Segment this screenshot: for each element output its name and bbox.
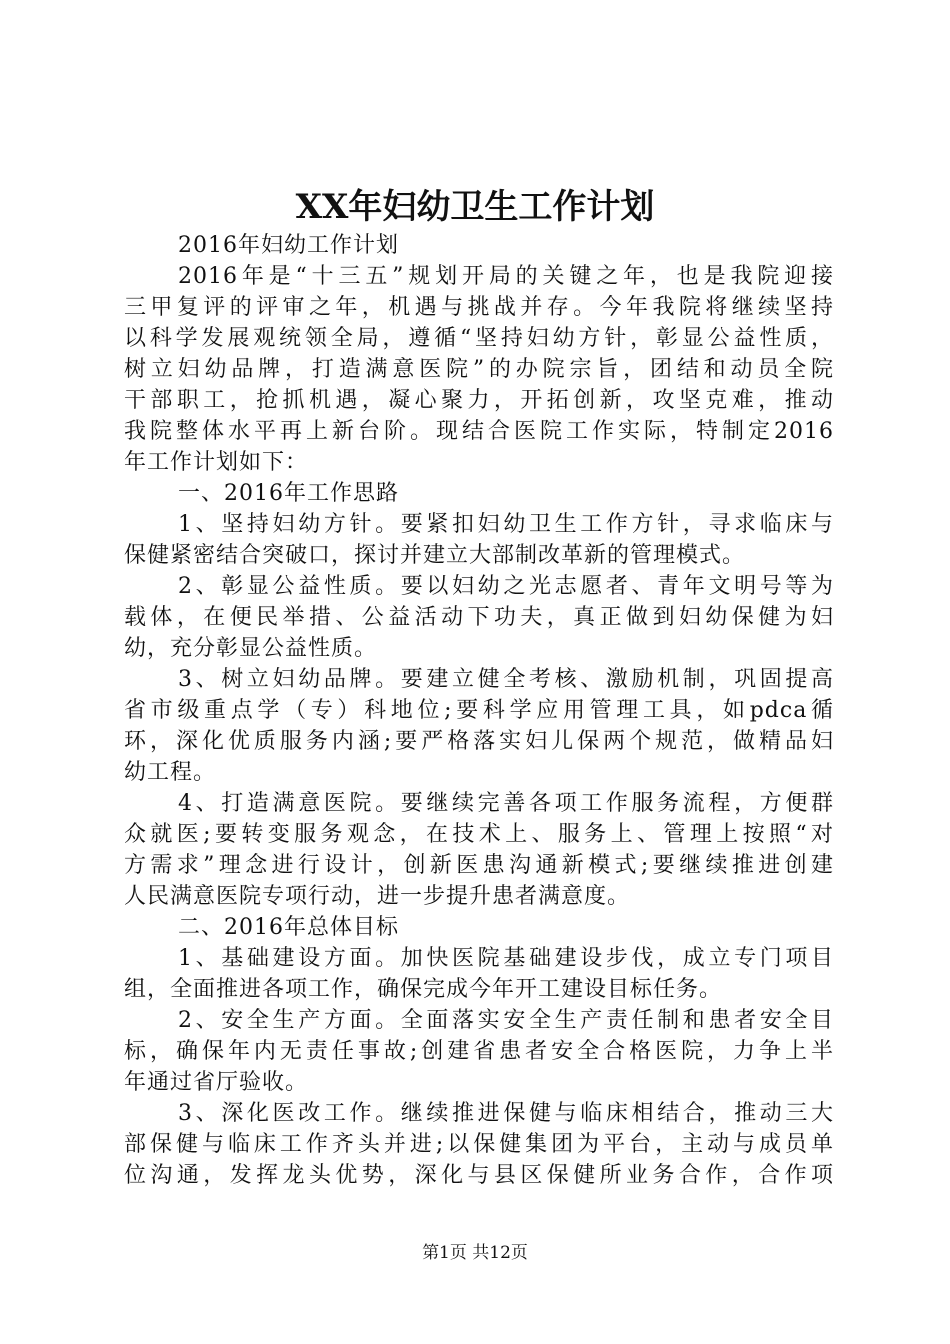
body-line: 部保健与临床工作齐头并进;以保健集团为平台，主动与成员单 xyxy=(124,1132,834,1157)
body-line: 4、打造满意医院。要继续完善各项工作服务流程，方便群 xyxy=(178,791,834,816)
body-line: 人民满意医院专项行动，进一步提升患者满意度。 xyxy=(124,884,631,909)
body-line: 省市级重点学（专）科地位;要科学应用管理工具，如pdca循 xyxy=(124,698,834,723)
body-line: 一、2016年工作思路 xyxy=(178,481,399,506)
page-footer: 第1页 共12页 xyxy=(422,1243,528,1263)
body-line: 众就医;要转变服务观念，在技术上、服务上、管理上按照“对 xyxy=(124,822,834,847)
body-line: 年通过省厅验收。 xyxy=(124,1070,309,1095)
body-line: 3、树立妇幼品牌。要建立健全考核、激励机制，巩固提高 xyxy=(178,667,834,692)
body-line: 幼，充分彰显公益性质。 xyxy=(124,636,378,661)
body-line: 环，深化优质服务内涵;要严格落实妇儿保两个规范，做精品妇 xyxy=(124,729,834,754)
body-line: 标，确保年内无责任事故;创建省患者安全合格医院，力争上半 xyxy=(124,1039,834,1064)
document-body xyxy=(124,230,834,1191)
body-line: 以科学发展观统领全局，遵循“坚持妇幼方针，彰显公益性质， xyxy=(124,326,834,351)
body-line: 保健紧密结合突破口，探讨并建立大部制改革新的管理模式。 xyxy=(124,543,746,568)
body-line: 2016年是“十三五”规划开局的关键之年，也是我院迎接 xyxy=(178,264,834,289)
body-line: 方需求”理念进行设计，创新医患沟通新模式;要继续推进创建 xyxy=(124,853,834,878)
body-line: 三甲复评的评审之年，机遇与挑战并存。今年我院将继续坚持 xyxy=(124,295,834,320)
body-line: 树立妇幼品牌，打造满意医院”的办院宗旨，团结和动员全院 xyxy=(124,357,834,382)
body-line: 干部职工，抢抓机遇，凝心聚力，开拓创新，攻坚克难，推动 xyxy=(124,388,834,413)
body-line: 二、2016年总体目标 xyxy=(178,915,399,940)
body-line: 载体，在便民举措、公益活动下功夫，真正做到妇幼保健为妇 xyxy=(124,605,834,630)
body-line: 幼工程。 xyxy=(124,760,217,785)
body-line: 位沟通，发挥龙头优势，深化与县区保健所业务合作，合作项 xyxy=(124,1163,834,1188)
body-line: 2016年妇幼工作计划 xyxy=(178,233,399,258)
body-line: 1、基础建设方面。加快医院基础建设步伐，成立专门项目 xyxy=(178,946,834,971)
body-line: 3、深化医改工作。继续推进保健与临床相结合，推动三大 xyxy=(178,1101,834,1126)
body-line: 1、坚持妇幼方针。要紧扣妇幼卫生工作方针，寻求临床与 xyxy=(178,512,834,537)
body-line: 组，全面推进各项工作，确保完成今年开工建设目标任务。 xyxy=(124,977,723,1002)
body-line: 年工作计划如下： xyxy=(124,450,309,475)
body-line: 2、彰显公益性质。要以妇幼之光志愿者、青年文明号等为 xyxy=(178,574,834,599)
body-line: 2、安全生产方面。全面落实安全生产责任制和患者安全目 xyxy=(178,1008,834,1033)
document-title: XX年妇幼卫生工作计划 xyxy=(295,187,655,227)
body-line: 我院整体水平再上新台阶。现结合医院工作实际，特制定2016 xyxy=(124,419,834,444)
